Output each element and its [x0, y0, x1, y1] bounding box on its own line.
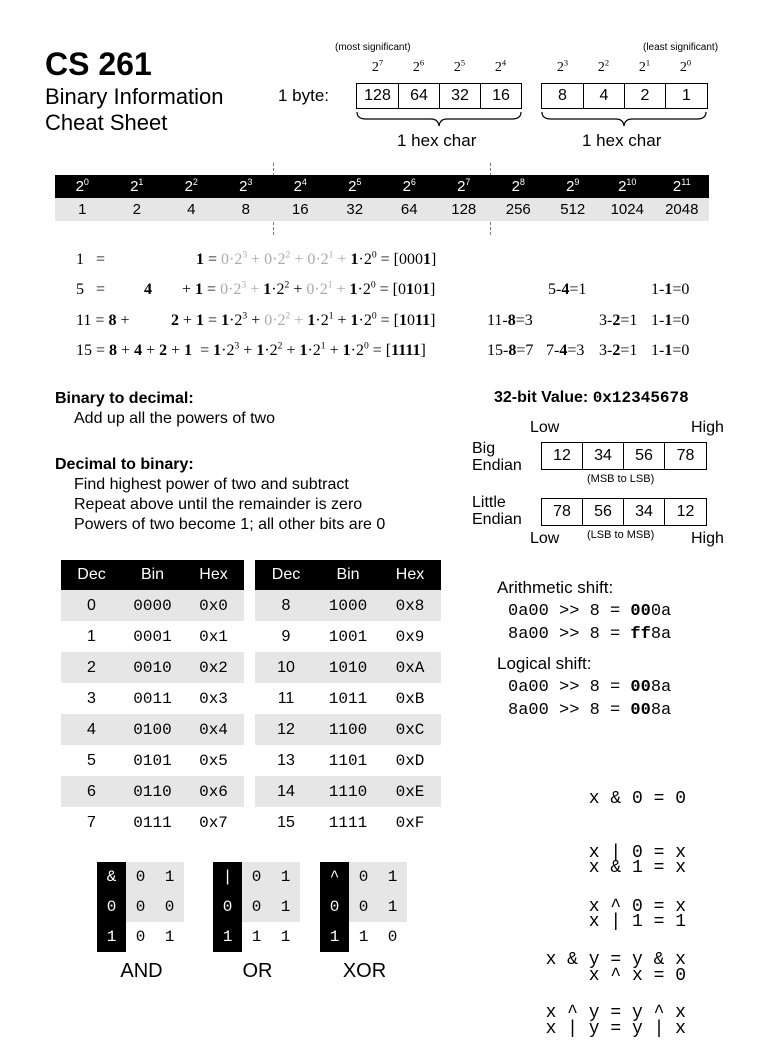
dec-bin-hex-table-left — [61, 560, 244, 838]
column-header: Dec — [61, 560, 122, 590]
result-cell: 1 — [271, 892, 300, 922]
bit-value: 4 — [584, 84, 625, 108]
operator-cell: ^ — [320, 862, 349, 892]
row-header-cell: 1 — [320, 922, 349, 952]
result-cell: 1 — [164, 928, 175, 946]
power-header: $2^9$ — [546, 175, 601, 198]
section-heading: Binary to decimal: — [55, 390, 194, 407]
hex-cell: 0x2 — [183, 652, 244, 683]
hex-cell: 0x7 — [199, 813, 228, 832]
high-nibble-box — [356, 83, 522, 109]
table-row — [61, 807, 244, 838]
dec-cell: 13 — [277, 751, 295, 769]
result-cell: 0 — [155, 892, 184, 922]
example-row-4: $15 = 8 + 4 + 2 + 1 = 1\cdot 2^3 + 1\cdot 2^2 + 1\cdot 2^1 + 1\cdot 2^0 = [1111]$ — [76, 340, 426, 359]
dec-cell: 11 — [277, 689, 295, 707]
bin-cell: 1001 — [328, 627, 368, 646]
hex-cell: 0x4 — [183, 714, 244, 745]
result-cell: 1 — [280, 928, 291, 946]
page-title: CS 261 — [45, 46, 152, 82]
row-header-cell: 0 — [320, 892, 349, 922]
power-header: $2^3$ — [219, 175, 274, 198]
or-truth-table — [213, 862, 300, 952]
hex-cell: 0xC — [379, 714, 441, 745]
table-row — [255, 776, 441, 807]
power-header: $2^6$ — [382, 175, 437, 198]
bin-cell: 0111 — [133, 813, 172, 832]
low-label: Low — [530, 419, 560, 436]
exponent: $2^7$ — [371, 58, 384, 75]
identity: x ^ y = y ^ x — [545, 1003, 686, 1023]
section-text: Repeat above until the remainder is zero — [74, 496, 363, 513]
and-label: AND — [120, 960, 163, 982]
identity: x | 1 = 1 — [588, 912, 686, 932]
powers-of-two-table — [55, 175, 709, 221]
bin-cell: 1011 — [328, 689, 368, 708]
table-header-row — [255, 560, 441, 590]
and-truth-table — [97, 862, 184, 952]
big-endian-label: Big Endian — [472, 440, 522, 474]
high-nibble-exponents — [357, 60, 521, 76]
column-header: Bin — [122, 560, 183, 590]
bin-cell: 1111 — [328, 813, 368, 832]
dec-cell: 2 — [61, 652, 122, 683]
result-cell: 0 — [126, 892, 155, 922]
bin-cell: 1000 — [317, 590, 379, 621]
example-note: 15-8=7 — [487, 342, 534, 359]
header-cell: 1 — [271, 862, 300, 892]
endian-heading: 32-bit Value: 0x12345678 — [494, 389, 689, 407]
bin-cell: 0011 — [133, 689, 172, 708]
column-header: Hex — [379, 560, 441, 590]
hex-cell: 0x5 — [199, 751, 228, 770]
result-cell: 0 — [242, 892, 271, 922]
byte-cell: 56 — [624, 443, 665, 469]
low-nibble-box — [541, 83, 708, 109]
header-cell: 1 — [378, 862, 407, 892]
exponent: $2^3$ — [556, 58, 569, 75]
little-endian-label: Little Endian — [472, 494, 522, 528]
dec-cell: 8 — [255, 590, 317, 621]
section-text: Powers of two become 1; all other bits are 0 — [74, 516, 386, 533]
power-value: 4 — [164, 198, 219, 221]
table-row — [255, 652, 441, 683]
result-cell: 1 — [251, 928, 262, 946]
header-cell: 0 — [126, 862, 155, 892]
bin-cell: 0110 — [122, 776, 183, 807]
dec-cell: 1 — [87, 627, 96, 645]
identity: x & 0 = 0 — [588, 789, 686, 809]
table-row — [255, 714, 441, 745]
power-value: 1 — [55, 198, 110, 221]
example-row-2: 5 = 4 + $1 = 0\cdot 2^3 + 1\cdot 2^2 + 0\cdot 2^1 + 1\cdot 2^0 = [0101]$ — [76, 279, 436, 298]
logical-shift-heading: Logical shift: — [497, 654, 592, 673]
power-header: $2^4$ — [273, 175, 328, 198]
dec-cell: 6 — [61, 776, 122, 807]
dec-cell: 9 — [281, 627, 291, 645]
result-cell: 0 — [387, 928, 398, 946]
example-note: 5-4=1 — [548, 281, 587, 298]
row-header-cell: 1 — [97, 922, 126, 952]
table-row — [61, 652, 244, 683]
power-value: 2 — [110, 198, 165, 221]
exponent: $2^6$ — [412, 58, 425, 75]
low-label: Low — [530, 530, 560, 547]
exponent: $2^2$ — [597, 58, 610, 75]
table-header-row — [61, 560, 244, 590]
power-header: $2^{10}$ — [600, 175, 655, 198]
big-endian-bytes — [541, 442, 707, 470]
exponent: $2^4$ — [494, 58, 507, 75]
table-row — [255, 590, 441, 621]
example-note: 1-1=0 — [651, 342, 690, 359]
identity: x ^ x = 0 — [588, 966, 686, 986]
arithmetic-shift-heading: Arithmetic shift: — [497, 578, 614, 597]
page-subtitle — [45, 84, 224, 136]
bit-value: 2 — [625, 84, 666, 108]
xor-label: XOR — [342, 960, 387, 982]
exponent: $2^5$ — [453, 58, 466, 75]
hex-cell: 0xB — [395, 689, 425, 708]
result-cell: 1 — [378, 892, 407, 922]
dec-cell: 7 — [87, 813, 96, 831]
byte-cell: 34 — [583, 443, 624, 469]
identity: x & 1 = x — [588, 858, 686, 878]
hex-cell: 0xA — [379, 652, 441, 683]
identity: x | 0 = x — [588, 843, 686, 863]
dec-cell: 0 — [61, 590, 122, 621]
bin-cell: 0010 — [122, 652, 183, 683]
table-row — [255, 745, 441, 776]
row-header-cell: 0 — [97, 892, 126, 922]
hex-cell: 0x3 — [199, 689, 228, 708]
byte-cell: 78 — [542, 499, 583, 525]
shift-line: 0a00 >> 8 = 008a — [508, 678, 672, 697]
low-nibble-exponents — [542, 60, 706, 76]
table-row — [255, 621, 441, 652]
power-value: 8 — [219, 198, 274, 221]
result-cell: 0 — [135, 928, 146, 946]
header-cell: 0 — [242, 862, 271, 892]
power-header: $2^5$ — [328, 175, 383, 198]
example-note: 3-2=1 — [599, 342, 638, 359]
little-endian-note: (LSB to MSB) — [587, 529, 655, 541]
example-note: 3-2=1 — [599, 312, 638, 329]
dec-cell: 4 — [61, 714, 122, 745]
bin-cell: 1110 — [317, 776, 379, 807]
byte-cell: 78 — [676, 447, 695, 464]
high-label: High — [691, 530, 724, 547]
byte-cell: 34 — [624, 499, 665, 525]
bin-cell: 0001 — [133, 627, 172, 646]
row-header-cell: 1 — [213, 922, 242, 952]
byte-cell: 56 — [583, 499, 624, 525]
shift-line: 8a00 >> 8 = 008a — [508, 701, 672, 720]
power-value: 512 — [546, 198, 601, 221]
subtitle-line: Binary Information — [45, 84, 224, 109]
hex-cell: 0xD — [395, 751, 425, 770]
power-value: 2048 — [655, 198, 710, 221]
bin-cell: 0101 — [133, 751, 172, 770]
little-endian-bytes — [541, 498, 707, 526]
powers-header-row — [55, 175, 709, 198]
hex-cell: 0xF — [395, 813, 425, 832]
example-note: 1-1=0 — [651, 281, 690, 298]
row-header-cell: 0 — [213, 892, 242, 922]
table-row — [255, 807, 441, 838]
hex-cell: 0xE — [379, 776, 441, 807]
logical-shift-examples — [508, 676, 671, 722]
hex-char-label: 1 hex char — [582, 131, 662, 150]
dec-bin-hex-table-right — [255, 560, 441, 838]
column-header: Bin — [317, 560, 379, 590]
exponent: $2^1$ — [638, 58, 651, 75]
column-header: Dec — [255, 560, 317, 590]
bit-value: 128 — [357, 84, 399, 108]
bit-value: 16 — [492, 87, 510, 104]
bit-value: 1 — [682, 87, 691, 104]
power-header: $2^1$ — [110, 175, 165, 198]
table-row — [61, 776, 244, 807]
bin-cell: 0000 — [122, 590, 183, 621]
bit-value: 8 — [542, 84, 584, 108]
section-text: Find highest power of two and subtract — [74, 476, 349, 493]
table-row — [255, 683, 441, 714]
section-text: Add up all the powers of two — [74, 410, 276, 427]
power-value: 256 — [491, 198, 546, 221]
exponent: $2^0$ — [679, 58, 692, 75]
result-cell: 0 — [349, 892, 378, 922]
dec-cell: 12 — [255, 714, 317, 745]
xor-truth-table — [320, 862, 407, 952]
identity: x ^ 0 = x — [588, 897, 686, 917]
bin-cell: 0100 — [122, 714, 183, 745]
power-value: 64 — [382, 198, 437, 221]
arithmetic-shift-examples — [508, 600, 671, 646]
binary-to-decimal-section — [55, 389, 275, 429]
dec-cell: 5 — [87, 751, 96, 769]
power-value: 1024 — [600, 198, 655, 221]
bit-value: 64 — [399, 84, 440, 108]
hex-cell: 0x9 — [395, 627, 425, 646]
dec-cell: 10 — [255, 652, 317, 683]
high-label: High — [691, 419, 724, 436]
decimal-to-binary-section — [55, 455, 385, 535]
example-note: 7-4=3 — [546, 342, 585, 359]
byte-label: 1 byte: — [278, 86, 330, 105]
powers-value-row — [55, 198, 709, 221]
byte-cell: 12 — [542, 443, 583, 469]
operator-cell: & — [97, 862, 126, 892]
bit-value: 32 — [440, 84, 481, 108]
operator-cell: | — [213, 862, 242, 892]
example-row-3: 11 = 8 + $2 + 1 = 1\cdot 2^3 + 0\cdot 2^2 + 1\cdot 2^1 + 1\cdot 2^0 = [1011]$ — [76, 310, 436, 329]
power-value: 128 — [437, 198, 492, 221]
nibble-braces — [356, 111, 708, 129]
power-header: $2^2$ — [164, 175, 219, 198]
column-header: Hex — [183, 560, 244, 590]
hex-cell: 0x6 — [183, 776, 244, 807]
byte-cell: 12 — [676, 503, 695, 520]
hex-char-label: 1 hex char — [397, 131, 477, 150]
table-row — [61, 621, 244, 652]
table-row — [61, 683, 244, 714]
result-cell: 1 — [358, 928, 369, 946]
shift-line: 0a00 >> 8 = 000a — [508, 602, 672, 621]
example-row-1: 1 = $1 = 0\cdot 2^3 + 0\cdot 2^2 + 0\cdot 2^1 + 1\cdot 2^0 = [0001]$ — [76, 249, 437, 268]
dec-cell: 15 — [277, 813, 295, 831]
table-row — [61, 714, 244, 745]
section-heading: Decimal to binary: — [55, 456, 194, 473]
identity: x | y = y | x — [545, 1019, 686, 1039]
least-significant-label: (least significant) — [643, 42, 719, 53]
identity: x & y = y & x — [545, 950, 686, 970]
example-note: 1-1=0 — [651, 312, 690, 329]
hex-cell: 0x8 — [379, 590, 441, 621]
most-significant-label: (most significant) — [335, 42, 411, 53]
bin-cell: 1100 — [317, 714, 379, 745]
subtitle-line: Cheat Sheet — [45, 110, 168, 135]
hex-cell: 0x0 — [183, 590, 244, 621]
shift-line: 8a00 >> 8 = ff8a — [508, 625, 672, 644]
power-header: $2^0$ — [55, 175, 110, 198]
dec-cell: 14 — [255, 776, 317, 807]
power-header: $2^{11}$ — [655, 175, 710, 198]
dec-cell: 3 — [87, 689, 96, 707]
header-cell: 0 — [349, 862, 378, 892]
or-label: OR — [242, 960, 273, 982]
bin-cell: 1101 — [328, 751, 368, 770]
power-value: 16 — [273, 198, 328, 221]
power-header: $2^8$ — [491, 175, 546, 198]
identity-group — [546, 956, 686, 1048]
hex-cell: 0x1 — [199, 627, 228, 646]
table-row — [61, 590, 244, 621]
bin-cell: 1010 — [317, 652, 379, 683]
power-header: $2^7$ — [437, 175, 492, 198]
table-row — [61, 745, 244, 776]
big-endian-note: (MSB to LSB) — [587, 473, 655, 485]
example-note: 11-8=3 — [487, 312, 533, 329]
header-cell: 1 — [155, 862, 184, 892]
power-value: 32 — [328, 198, 383, 221]
